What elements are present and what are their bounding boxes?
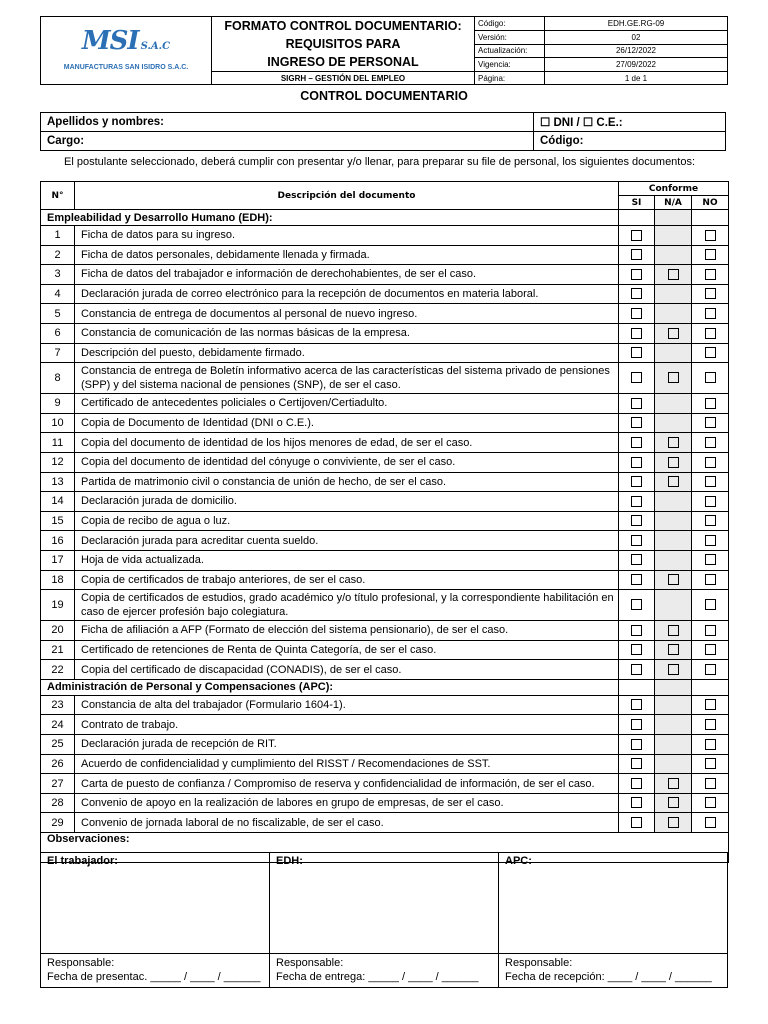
cell-si: [619, 715, 655, 735]
cell-na: [655, 735, 692, 755]
table-row: [41, 735, 729, 755]
cell-no: [692, 413, 729, 433]
cell-si: [619, 363, 655, 394]
checkbox[interactable]: [631, 554, 642, 565]
checkbox[interactable]: [705, 778, 716, 789]
row-description: Acuerdo de confidencialidad y cumplimiento del RISST / Recomendaciones de SST.: [75, 754, 619, 774]
section-spacer: [655, 679, 692, 695]
cell-si: [619, 531, 655, 551]
checkbox[interactable]: [705, 230, 716, 241]
cell-si: [619, 621, 655, 641]
checkbox[interactable]: [631, 817, 642, 828]
checkbox[interactable]: [668, 372, 679, 383]
cell-no: [692, 394, 729, 414]
checkbox[interactable]: [668, 476, 679, 487]
row-number: 5: [41, 304, 75, 324]
cell-na: [655, 433, 692, 453]
checkbox[interactable]: [668, 644, 679, 655]
checkbox[interactable]: [668, 778, 679, 789]
cell-no: [692, 793, 729, 813]
checkbox[interactable]: [631, 778, 642, 789]
section-row: [41, 210, 729, 226]
checkbox[interactable]: [705, 269, 716, 280]
cell-no: [692, 265, 729, 285]
cell-no: [692, 343, 729, 363]
row-description: Copia de recibo de agua o luz.: [75, 511, 619, 531]
checkbox[interactable]: [631, 574, 642, 585]
table-row: [41, 323, 729, 343]
row-description: Descripción del puesto, debidamente firmado.: [75, 343, 619, 363]
cell-no: [692, 735, 729, 755]
signature-edh[interactable]: EDH:: [270, 853, 499, 954]
section-spacer: [619, 679, 655, 695]
row-number: 15: [41, 511, 75, 531]
cell-na: [655, 550, 692, 570]
logo-mark: MSI S.A.C: [81, 26, 171, 56]
row-number: 1: [41, 226, 75, 246]
table-row: [41, 433, 729, 453]
cell-si: [619, 550, 655, 570]
meta-label: Vigencia:: [475, 58, 545, 72]
checkbox[interactable]: [631, 758, 642, 769]
col-description-header: Descripción del documento: [75, 182, 619, 210]
checkbox[interactable]: [631, 249, 642, 260]
checkbox[interactable]: [705, 574, 716, 585]
table-row: [41, 590, 729, 621]
checkbox[interactable]: [705, 308, 716, 319]
code-field[interactable]: Código:: [534, 132, 726, 151]
cell-si: [619, 472, 655, 492]
row-description: Carta de puesto de confianza / Compromiso de reserva y confidencialidad de información, de ser el caso.: [75, 774, 619, 794]
cell-si: [619, 394, 655, 414]
name-field[interactable]: Apellidos y nombres:: [41, 113, 534, 132]
position-field[interactable]: Cargo:: [41, 132, 534, 151]
cell-na: [655, 265, 692, 285]
checkbox[interactable]: [705, 249, 716, 260]
table-row: [41, 363, 729, 394]
signature-apc[interactable]: APC:: [499, 853, 728, 954]
cell-no: [692, 304, 729, 324]
cell-na: [655, 284, 692, 304]
cell-na: [655, 511, 692, 531]
cell-si: [619, 735, 655, 755]
cell-si: [619, 226, 655, 246]
row-number: 16: [41, 531, 75, 551]
table-row: [41, 640, 729, 660]
row-description: Copia del documento de identidad de los hijos menores de edad, de ser el caso.: [75, 433, 619, 453]
row-description: Convenio de apoyo en la realización de labores en grupo de empresas, de ser el caso.: [75, 793, 619, 813]
table-row: [41, 715, 729, 735]
row-description: Declaración jurada de recepción de RIT.: [75, 735, 619, 755]
row-number: 19: [41, 590, 75, 621]
checkbox[interactable]: [668, 269, 679, 280]
checkbox[interactable]: [631, 496, 642, 507]
row-description: Constancia de comunicación de las normas básicas de la empresa.: [75, 323, 619, 343]
checkbox[interactable]: [705, 644, 716, 655]
checkbox[interactable]: [631, 599, 642, 610]
cell-no: [692, 621, 729, 641]
cell-no: [692, 433, 729, 453]
col-si-header: SI: [619, 196, 655, 210]
cell-si: [619, 570, 655, 590]
cell-no: [692, 660, 729, 680]
cell-no: [692, 590, 729, 621]
row-number: 20: [41, 621, 75, 641]
cell-si: [619, 813, 655, 833]
checkbox[interactable]: [631, 230, 642, 241]
table-row: [41, 304, 729, 324]
row-description: Copia del documento de identidad del cónyuge o conviviente, de ser el caso.: [75, 452, 619, 472]
meta-label: Versión:: [475, 30, 545, 44]
meta-label: Código:: [475, 17, 545, 31]
checkbox[interactable]: [631, 739, 642, 750]
row-number: 14: [41, 492, 75, 512]
company-logo: [41, 17, 212, 85]
row-description: Certificado de antecedentes policiales o Certijoven/Certiadulto.: [75, 394, 619, 414]
cell-no: [692, 570, 729, 590]
row-description: Hoja de vida actualizada.: [75, 550, 619, 570]
cell-na: [655, 793, 692, 813]
section-title: Administración de Personal y Compensaciones (APC):: [41, 679, 619, 695]
row-number: 25: [41, 735, 75, 755]
row-number: 4: [41, 284, 75, 304]
cell-na: [655, 531, 692, 551]
table-row: [41, 570, 729, 590]
row-number: 2: [41, 245, 75, 265]
row-description: Ficha de datos personales, debidamente llenada y firmada.: [75, 245, 619, 265]
id-field[interactable]: ☐ DNI / ☐ C.E.:: [534, 113, 726, 132]
checkbox[interactable]: [668, 574, 679, 585]
row-number: 11: [41, 433, 75, 453]
row-number: 29: [41, 813, 75, 833]
cell-no: [692, 323, 729, 343]
cell-si: [619, 695, 655, 715]
signature-footer: Responsable: Fecha de entrega: _____ / ____ / ______: [270, 954, 499, 988]
document-subtitle: SIGRH – GESTIÓN DEL EMPLEO: [212, 72, 475, 85]
checkbox[interactable]: [631, 328, 642, 339]
cell-no: [692, 452, 729, 472]
cell-na: [655, 363, 692, 394]
row-description: Contrato de trabajo.: [75, 715, 619, 735]
checkbox[interactable]: [631, 644, 642, 655]
row-description: Partida de matrimonio civil o constancia de unión de hecho, de ser el caso.: [75, 472, 619, 492]
cell-na: [655, 715, 692, 735]
row-description: Constancia de entrega de documentos al personal de nuevo ingreso.: [75, 304, 619, 324]
checkbox[interactable]: [705, 719, 716, 730]
table-row: [41, 793, 729, 813]
table-row: [41, 343, 729, 363]
requirements-table: [40, 181, 729, 863]
checkbox[interactable]: [705, 664, 716, 675]
checkbox[interactable]: [631, 699, 642, 710]
row-number: 23: [41, 695, 75, 715]
row-number: 26: [41, 754, 75, 774]
cell-na: [655, 472, 692, 492]
cell-no: [692, 363, 729, 394]
row-number: 6: [41, 323, 75, 343]
cell-na: [655, 245, 692, 265]
table-row: [41, 413, 729, 433]
signature-footer: Responsable: Fecha de recepción: ____ / ____ / ______: [499, 954, 728, 988]
checkbox[interactable]: [631, 437, 642, 448]
meta-value: 27/09/2022: [545, 58, 728, 72]
company-name: MANUFACTURAS SAN ISIDRO S.A.C.: [63, 64, 189, 71]
checkbox[interactable]: [705, 496, 716, 507]
col-na-header: N/A: [655, 196, 692, 210]
cell-si: [619, 304, 655, 324]
row-number: 9: [41, 394, 75, 414]
cell-si: [619, 343, 655, 363]
cell-si: [619, 284, 655, 304]
table-row: [41, 621, 729, 641]
checkbox[interactable]: [668, 817, 679, 828]
row-description: Ficha de afiliación a AFP (Formato de elección del sistema pensionario), de ser el caso.: [75, 621, 619, 641]
checkbox[interactable]: [705, 417, 716, 428]
row-number: 17: [41, 550, 75, 570]
row-description: Declaración jurada de domicilio.: [75, 492, 619, 512]
table-row: [41, 452, 729, 472]
control-title: CONTROL DOCUMENTARIO: [300, 89, 468, 103]
document-title: FORMATO CONTROL DOCUMENTARIO: REQUISITOS PARA INGRESO DE PERSONAL: [212, 17, 475, 72]
table-row: [41, 660, 729, 680]
checkbox[interactable]: [705, 515, 716, 526]
document-header: [40, 16, 728, 85]
cell-si: [619, 511, 655, 531]
cell-na: [655, 590, 692, 621]
cell-na: [655, 754, 692, 774]
section-title: Empleabilidad y Desarrollo Humano (EDH):: [41, 210, 619, 226]
row-number: 21: [41, 640, 75, 660]
table-row: [41, 265, 729, 285]
personal-data-box: [40, 112, 726, 151]
cell-na: [655, 452, 692, 472]
col-no-header: NO: [692, 196, 729, 210]
row-description: Constancia de alta del trabajador (Formulario 1604-1).: [75, 695, 619, 715]
checkbox[interactable]: [631, 457, 642, 468]
cell-na: [655, 621, 692, 641]
row-description: Copia del certificado de discapacidad (CONADIS), de ser el caso.: [75, 660, 619, 680]
checkbox[interactable]: [668, 328, 679, 339]
row-number: 3: [41, 265, 75, 285]
checkbox[interactable]: [631, 347, 642, 358]
cell-si: [619, 640, 655, 660]
row-number: 7: [41, 343, 75, 363]
checkbox[interactable]: [631, 797, 642, 808]
table-row: [41, 472, 729, 492]
row-description: Declaración jurada para acreditar cuenta sueldo.: [75, 531, 619, 551]
table-row: [41, 245, 729, 265]
row-description: Ficha de datos del trabajador e información de derechohabientes, de ser el caso.: [75, 265, 619, 285]
row-description: Declaración jurada de correo electrónico para la recepción de documentos en materia laboral.: [75, 284, 619, 304]
cell-no: [692, 511, 729, 531]
table-row: [41, 511, 729, 531]
cell-si: [619, 245, 655, 265]
cell-na: [655, 323, 692, 343]
cell-si: [619, 265, 655, 285]
section-spacer: [619, 210, 655, 226]
checkbox[interactable]: [631, 535, 642, 546]
checkbox[interactable]: [631, 476, 642, 487]
checkbox[interactable]: [705, 398, 716, 409]
row-description: Convenio de jornada laboral de no fiscalizable, de ser el caso.: [75, 813, 619, 833]
table-row: [41, 550, 729, 570]
checkbox[interactable]: [631, 372, 642, 383]
signature-table: [40, 852, 728, 988]
checkbox[interactable]: [631, 664, 642, 675]
table-row: [41, 813, 729, 833]
cell-no: [692, 531, 729, 551]
checkbox[interactable]: [631, 288, 642, 299]
row-number: 27: [41, 774, 75, 794]
section-spacer: [655, 210, 692, 226]
checkbox[interactable]: [705, 758, 716, 769]
row-description: Copia de Documento de Identidad (DNI o C.E.).: [75, 413, 619, 433]
cell-na: [655, 394, 692, 414]
intro-text: El postulante seleccionado, deberá cumplir con presentar y/o llenar, para preparar su file de personal, los siguientes documentos:: [64, 156, 696, 168]
checkbox[interactable]: [705, 554, 716, 565]
cell-si: [619, 754, 655, 774]
checkbox[interactable]: [631, 719, 642, 730]
cell-no: [692, 640, 729, 660]
checkbox[interactable]: [631, 269, 642, 280]
row-description: Ficha de datos para su ingreso.: [75, 226, 619, 246]
row-number: 12: [41, 452, 75, 472]
section-spacer: [692, 210, 729, 226]
cell-na: [655, 813, 692, 833]
cell-si: [619, 774, 655, 794]
cell-no: [692, 715, 729, 735]
checkbox[interactable]: [668, 437, 679, 448]
checkbox[interactable]: [705, 625, 716, 636]
cell-na: [655, 413, 692, 433]
cell-na: [655, 570, 692, 590]
cell-no: [692, 472, 729, 492]
cell-na: [655, 774, 692, 794]
section-spacer: [692, 679, 729, 695]
signature-worker[interactable]: El trabajador:: [41, 853, 270, 954]
checkbox[interactable]: [705, 437, 716, 448]
cell-no: [692, 226, 729, 246]
row-number: 13: [41, 472, 75, 492]
checkbox[interactable]: [705, 372, 716, 383]
checkbox[interactable]: [705, 347, 716, 358]
cell-no: [692, 774, 729, 794]
meta-value: 1 de 1: [545, 72, 728, 85]
cell-na: [655, 640, 692, 660]
meta-value: EDH.GE.RG-09: [545, 17, 728, 31]
table-row: [41, 394, 729, 414]
checkbox[interactable]: [631, 625, 642, 636]
observations-field[interactable]: Observaciones:: [41, 833, 729, 863]
checkbox[interactable]: [668, 625, 679, 636]
row-number: 22: [41, 660, 75, 680]
table-row: [41, 284, 729, 304]
checkbox[interactable]: [705, 476, 716, 487]
row-description: Constancia de entrega de Boletín informativo acerca de las características del sistema privado de pensiones (SPP) y del sistema nacional de pensiones (SNP), de ser el caso.: [75, 363, 619, 394]
cell-si: [619, 433, 655, 453]
checkbox[interactable]: [705, 739, 716, 750]
col-conforme-header: Conforme: [619, 182, 729, 196]
checkbox[interactable]: [705, 288, 716, 299]
checkbox[interactable]: [631, 417, 642, 428]
cell-na: [655, 343, 692, 363]
cell-no: [692, 813, 729, 833]
signature-footer: Responsable: Fecha de presentac. _____ / ____ / ______: [41, 954, 270, 988]
cell-si: [619, 413, 655, 433]
cell-si: [619, 793, 655, 813]
cell-no: [692, 492, 729, 512]
row-number: 28: [41, 793, 75, 813]
cell-no: [692, 695, 729, 715]
meta-value: 26/12/2022: [545, 44, 728, 58]
cell-no: [692, 550, 729, 570]
checkbox[interactable]: [705, 535, 716, 546]
row-description: Copia de certificados de trabajo anteriores, de ser el caso.: [75, 570, 619, 590]
table-row: [41, 754, 729, 774]
row-number: 10: [41, 413, 75, 433]
section-row: [41, 679, 729, 695]
row-number: 8: [41, 363, 75, 394]
meta-label: Actualización:: [475, 44, 545, 58]
cell-si: [619, 492, 655, 512]
table-row: [41, 226, 729, 246]
cell-na: [655, 695, 692, 715]
checkbox[interactable]: [705, 797, 716, 808]
checkbox[interactable]: [705, 599, 716, 610]
checkbox[interactable]: [668, 457, 679, 468]
table-row: [41, 774, 729, 794]
row-description: Copia de certificados de estudios, grado académico y/o título profesional, y la correspondiente habilitación en caso de ejercer profesión bajo colegiatura.: [75, 590, 619, 621]
checkbox[interactable]: [705, 817, 716, 828]
cell-na: [655, 660, 692, 680]
cell-si: [619, 323, 655, 343]
cell-na: [655, 304, 692, 324]
cell-no: [692, 245, 729, 265]
meta-value: 02: [545, 30, 728, 44]
table-row: [41, 492, 729, 512]
table-row: [41, 531, 729, 551]
checkbox[interactable]: [668, 664, 679, 675]
checkbox[interactable]: [705, 457, 716, 468]
checkbox[interactable]: [631, 308, 642, 319]
row-number: 24: [41, 715, 75, 735]
cell-na: [655, 226, 692, 246]
cell-na: [655, 492, 692, 512]
row-description: Certificado de retenciones de Renta de Quinta Categoría, de ser el caso.: [75, 640, 619, 660]
cell-si: [619, 452, 655, 472]
checkbox[interactable]: [631, 515, 642, 526]
col-number-header: N°: [41, 182, 75, 210]
row-number: 18: [41, 570, 75, 590]
meta-label: Página:: [475, 72, 545, 85]
checkbox[interactable]: [631, 398, 642, 409]
cell-si: [619, 590, 655, 621]
checkbox[interactable]: [705, 328, 716, 339]
cell-no: [692, 284, 729, 304]
cell-no: [692, 754, 729, 774]
table-row: [41, 695, 729, 715]
checkbox[interactable]: [668, 797, 679, 808]
cell-si: [619, 660, 655, 680]
checkbox[interactable]: [705, 699, 716, 710]
